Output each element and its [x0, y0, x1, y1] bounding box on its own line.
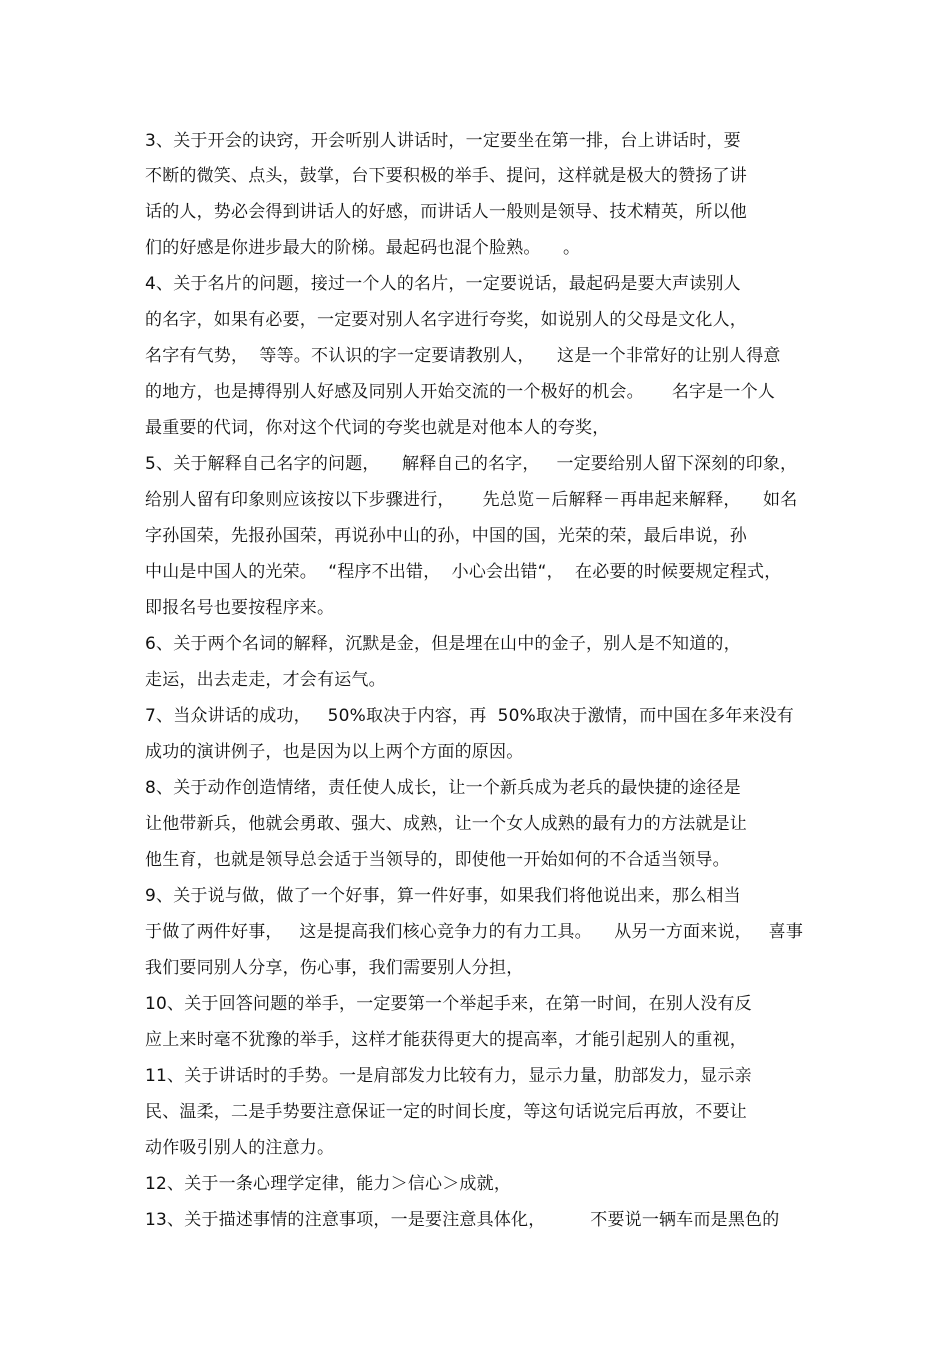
text-line: 5、关于解释自己名字的问题， 解释自己的名字， 一定要给别人留下深刻的印象，	[145, 454, 798, 474]
text-line: 13、关于描述事情的注意事项，一是要注意具体化， 不要说一辆车而是黑色的	[145, 1210, 780, 1230]
text-line: 走运，出去走走，才会有运气。	[145, 670, 386, 690]
text-line: 民、温柔，二是手势要注意保证一定的时间长度，等这句话说完后再放，不要让	[145, 1102, 747, 1122]
text-line: 即报名号也要按程序来。	[145, 598, 335, 618]
text-line: 7、当众讲话的成功， 50%取决于内容，再 50%取决于激情，而中国在多年来没有	[145, 706, 795, 726]
text-line: 不断的微笑、点头，鼓掌，台下要积极的举手、提问，这样就是极大的赞扬了讲	[145, 166, 747, 186]
text-line: 话的人，势必会得到讲话人的好感，而讲话人一般则是领导、技术精英，所以他	[145, 202, 747, 222]
text-line: 应上来时毫不犹豫的举手，这样才能获得更大的提高率，才能引起别人的重视，	[145, 1030, 747, 1050]
text-line: 让他带新兵，他就会勇敢、强大、成熟，让一个女人成熟的最有力的方法就是让	[145, 814, 747, 834]
text-line: 成功的演讲例子，也是因为以上两个方面的原因。	[145, 742, 524, 762]
text-line: 给别人留有印象则应该按以下步骤进行， 先总览－后解释－再串起来解释， 如名	[145, 490, 798, 510]
text-line: 动作吸引别人的注意力。	[145, 1138, 335, 1158]
text-line: 3、关于开会的诀窍，开会听别人讲话时，一定要坐在第一排，台上讲话时，要	[145, 131, 741, 151]
text-line: 于做了两件好事， 这是提高我们核心竞争力的有力工具。 从另一方面来说， 喜事	[145, 922, 804, 942]
text-line: 们的好感是你进步最大的阶梯。最起码也混个脸熟。 。	[145, 238, 581, 258]
text-line: 9、关于说与做，做了一个好事，算一件好事，如果我们将他说出来，那么相当	[145, 886, 741, 906]
text-line: 6、关于两个名词的解释，沉默是金，但是埋在山中的金子，别人是不知道的，	[145, 634, 741, 654]
text-line: 中山是中国人的光荣。 “程序不出错， 小心会出错“， 在必要的时候要规定程式，	[145, 562, 782, 582]
text-line: 12、关于一条心理学定律，能力＞信心＞成就，	[145, 1174, 512, 1194]
text-line: 名字有气势， 等等。不认识的字一定要请教别人， 这是一个非常好的让别人得意	[145, 346, 781, 366]
text-line: 的名字，如果有必要，一定要对别人名字进行夸奖，如说别人的父母是文化人，	[145, 310, 747, 330]
text-line: 字孙国荣，先报孙国荣，再说孙中山的孙，中国的国，光荣的荣，最后串说，孙	[145, 526, 747, 546]
text-line: 的地方，也是搏得别人好感及同别人开始交流的一个极好的机会。 名字是一个人	[145, 382, 776, 402]
text-line: 4、关于名片的问题，接过一个人的名片，一定要说话，最起码是要大声读别人	[145, 274, 741, 294]
text-line: 10、关于回答问题的举手，一定要第一个举起手来，在第一时间，在别人没有反	[145, 994, 752, 1014]
text-line: 8、关于动作创造情绪，责任使人成长，让一个新兵成为老兵的最快捷的途径是	[145, 778, 741, 798]
text-line: 11、关于讲话时的手势。一是肩部发力比较有力，显示力量，肋部发力，显示亲	[145, 1066, 752, 1086]
text-line: 他生育，也就是领导总会适于当领导的，即使他一开始如何的不合适当领导。	[145, 850, 730, 870]
text-line: 最重要的代词，你对这个代词的夸奖也就是对他本人的夸奖，	[145, 418, 610, 438]
text-line: 我们要同别人分享，伤心事，我们需要别人分担，	[145, 958, 524, 978]
